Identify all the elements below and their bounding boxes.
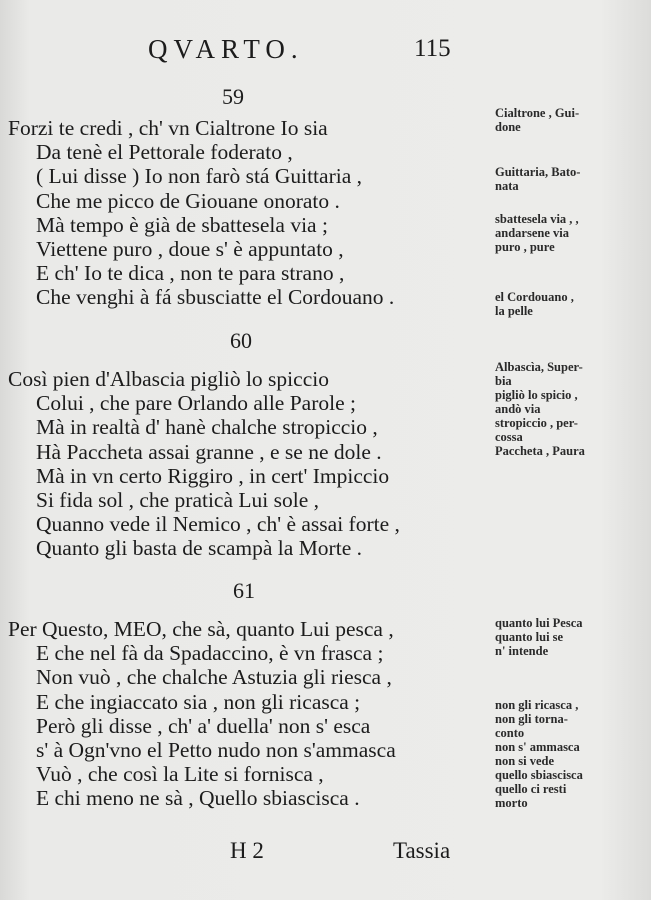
gloss-line: nata (495, 179, 519, 193)
verse-line: Si fida sol , che praticà Lui sole , (36, 487, 320, 512)
stanza-number-61: 61 (233, 578, 255, 603)
gloss-line: puro , pure (495, 240, 555, 254)
gloss-line: sbattesela via , , (495, 212, 579, 226)
verse-line: Hà Paccheta assai granne , e se ne dole . (36, 439, 382, 464)
gloss-line: andarsene via (495, 226, 569, 240)
verse-line: Vuò , che così la Lite si fornisca , (36, 762, 324, 787)
gloss-line: quello ci resti (495, 782, 567, 796)
verse-line: Che me picco de Giouane onorato . (36, 188, 340, 213)
gloss-line: non s' ammasca (495, 740, 580, 754)
verse-line: Non vuò , che chalche Astuzia gli riesca , (36, 665, 392, 690)
gloss-line: andò via (495, 402, 541, 416)
gloss-line: non gli ricasca , (495, 698, 579, 712)
verse-line: Mà in realtà d' hanè chalche stropiccio , (36, 415, 378, 440)
gloss-line: la pelle (495, 304, 533, 318)
gloss-note (495, 360, 585, 458)
running-title: QVARTO. (148, 34, 304, 64)
verse-line: E che ingiaccato sia , non gli ricasca ; (36, 689, 361, 714)
stanza-60 (8, 367, 488, 561)
stanza-61 (8, 617, 488, 811)
gloss-note (495, 698, 583, 810)
catchword: Tassia (393, 838, 451, 863)
gloss-line: quello sbiascisca (495, 768, 583, 782)
page-number: 115 (414, 35, 451, 62)
gloss-line: pigliò lo spicio , (495, 388, 578, 402)
verse-line: Quanto gli basta de scampà la Morte . (36, 536, 362, 561)
gloss-line: morto (495, 796, 528, 810)
stanza-59 (8, 116, 488, 310)
verse-line: Che venghi à fá sbusciatte el Cordouano . (36, 285, 395, 310)
gloss-line: Albascìa, Super- (495, 360, 583, 374)
verse-line: Colui , che pare Orlando alle Parole ; (36, 391, 357, 416)
gloss-line: cossa (495, 430, 523, 444)
gloss-line: non gli torna- (495, 712, 568, 726)
gloss-note (495, 212, 579, 254)
verse-line: Per Questo, MEO, che sà, quanto Lui pesca , (8, 617, 394, 641)
verse-line: Però gli disse , ch' a' duella' non s' esca (36, 713, 371, 738)
gloss-line: Cialtrone , Gui- (495, 106, 580, 120)
gloss-line: Paccheta , Paura (495, 444, 585, 458)
verse-line: E chi meno ne sà , Quello sbiascisca . (36, 786, 360, 811)
gloss-line: quanto lui se (495, 630, 564, 644)
gloss-line: Guittaria, Bato- (495, 165, 581, 179)
verse-line: Mà tempo è già de sbattesela via ; (36, 212, 328, 237)
verse-line: Da tenè el Pettorale foderato , (36, 140, 293, 165)
gloss-note (495, 106, 579, 134)
gloss-line: stropiccio , per- (495, 416, 578, 430)
verse-line: s' à Ogn'vno el Petto nudo non s'ammasca (36, 737, 396, 762)
gloss-line: non si vede (495, 754, 555, 768)
gloss-note (495, 616, 583, 658)
verse-line: Quanno vede il Nemico , ch' è assai forte , (36, 512, 400, 537)
gloss-line: bia (495, 374, 512, 388)
verse-line: Viettene puro , doue s' è appuntato , (36, 236, 344, 261)
gloss-line: el Cordouano , (495, 290, 574, 304)
verse-line: Forzi te credi , ch' vn Cialtrone Io sia (8, 116, 328, 140)
stanza-number-59: 59 (222, 84, 244, 109)
gloss-note (495, 290, 574, 318)
verse-line: E ch' Io te dica , non te para strano , (36, 261, 345, 286)
signature-mark: H 2 (230, 838, 264, 863)
verse-line: Mà in vn certo Riggiro , in cert' Impiccio (36, 463, 390, 488)
gloss-line: quanto lui Pesca (495, 616, 583, 630)
gloss-note (495, 165, 580, 193)
gloss-line: done (495, 120, 521, 134)
gloss-line: conto (495, 726, 525, 740)
verse-line: Così pien d'Albascia pigliò lo spiccio (8, 367, 329, 391)
gloss-line: n' intende (495, 644, 549, 658)
verse-line: E che nel fà da Spadaccino, è vn frasca ; (36, 641, 384, 666)
verse-line: ( Lui disse ) Io non farò stá Guittaria , (36, 164, 362, 189)
stanza-number-60: 60 (230, 328, 252, 353)
